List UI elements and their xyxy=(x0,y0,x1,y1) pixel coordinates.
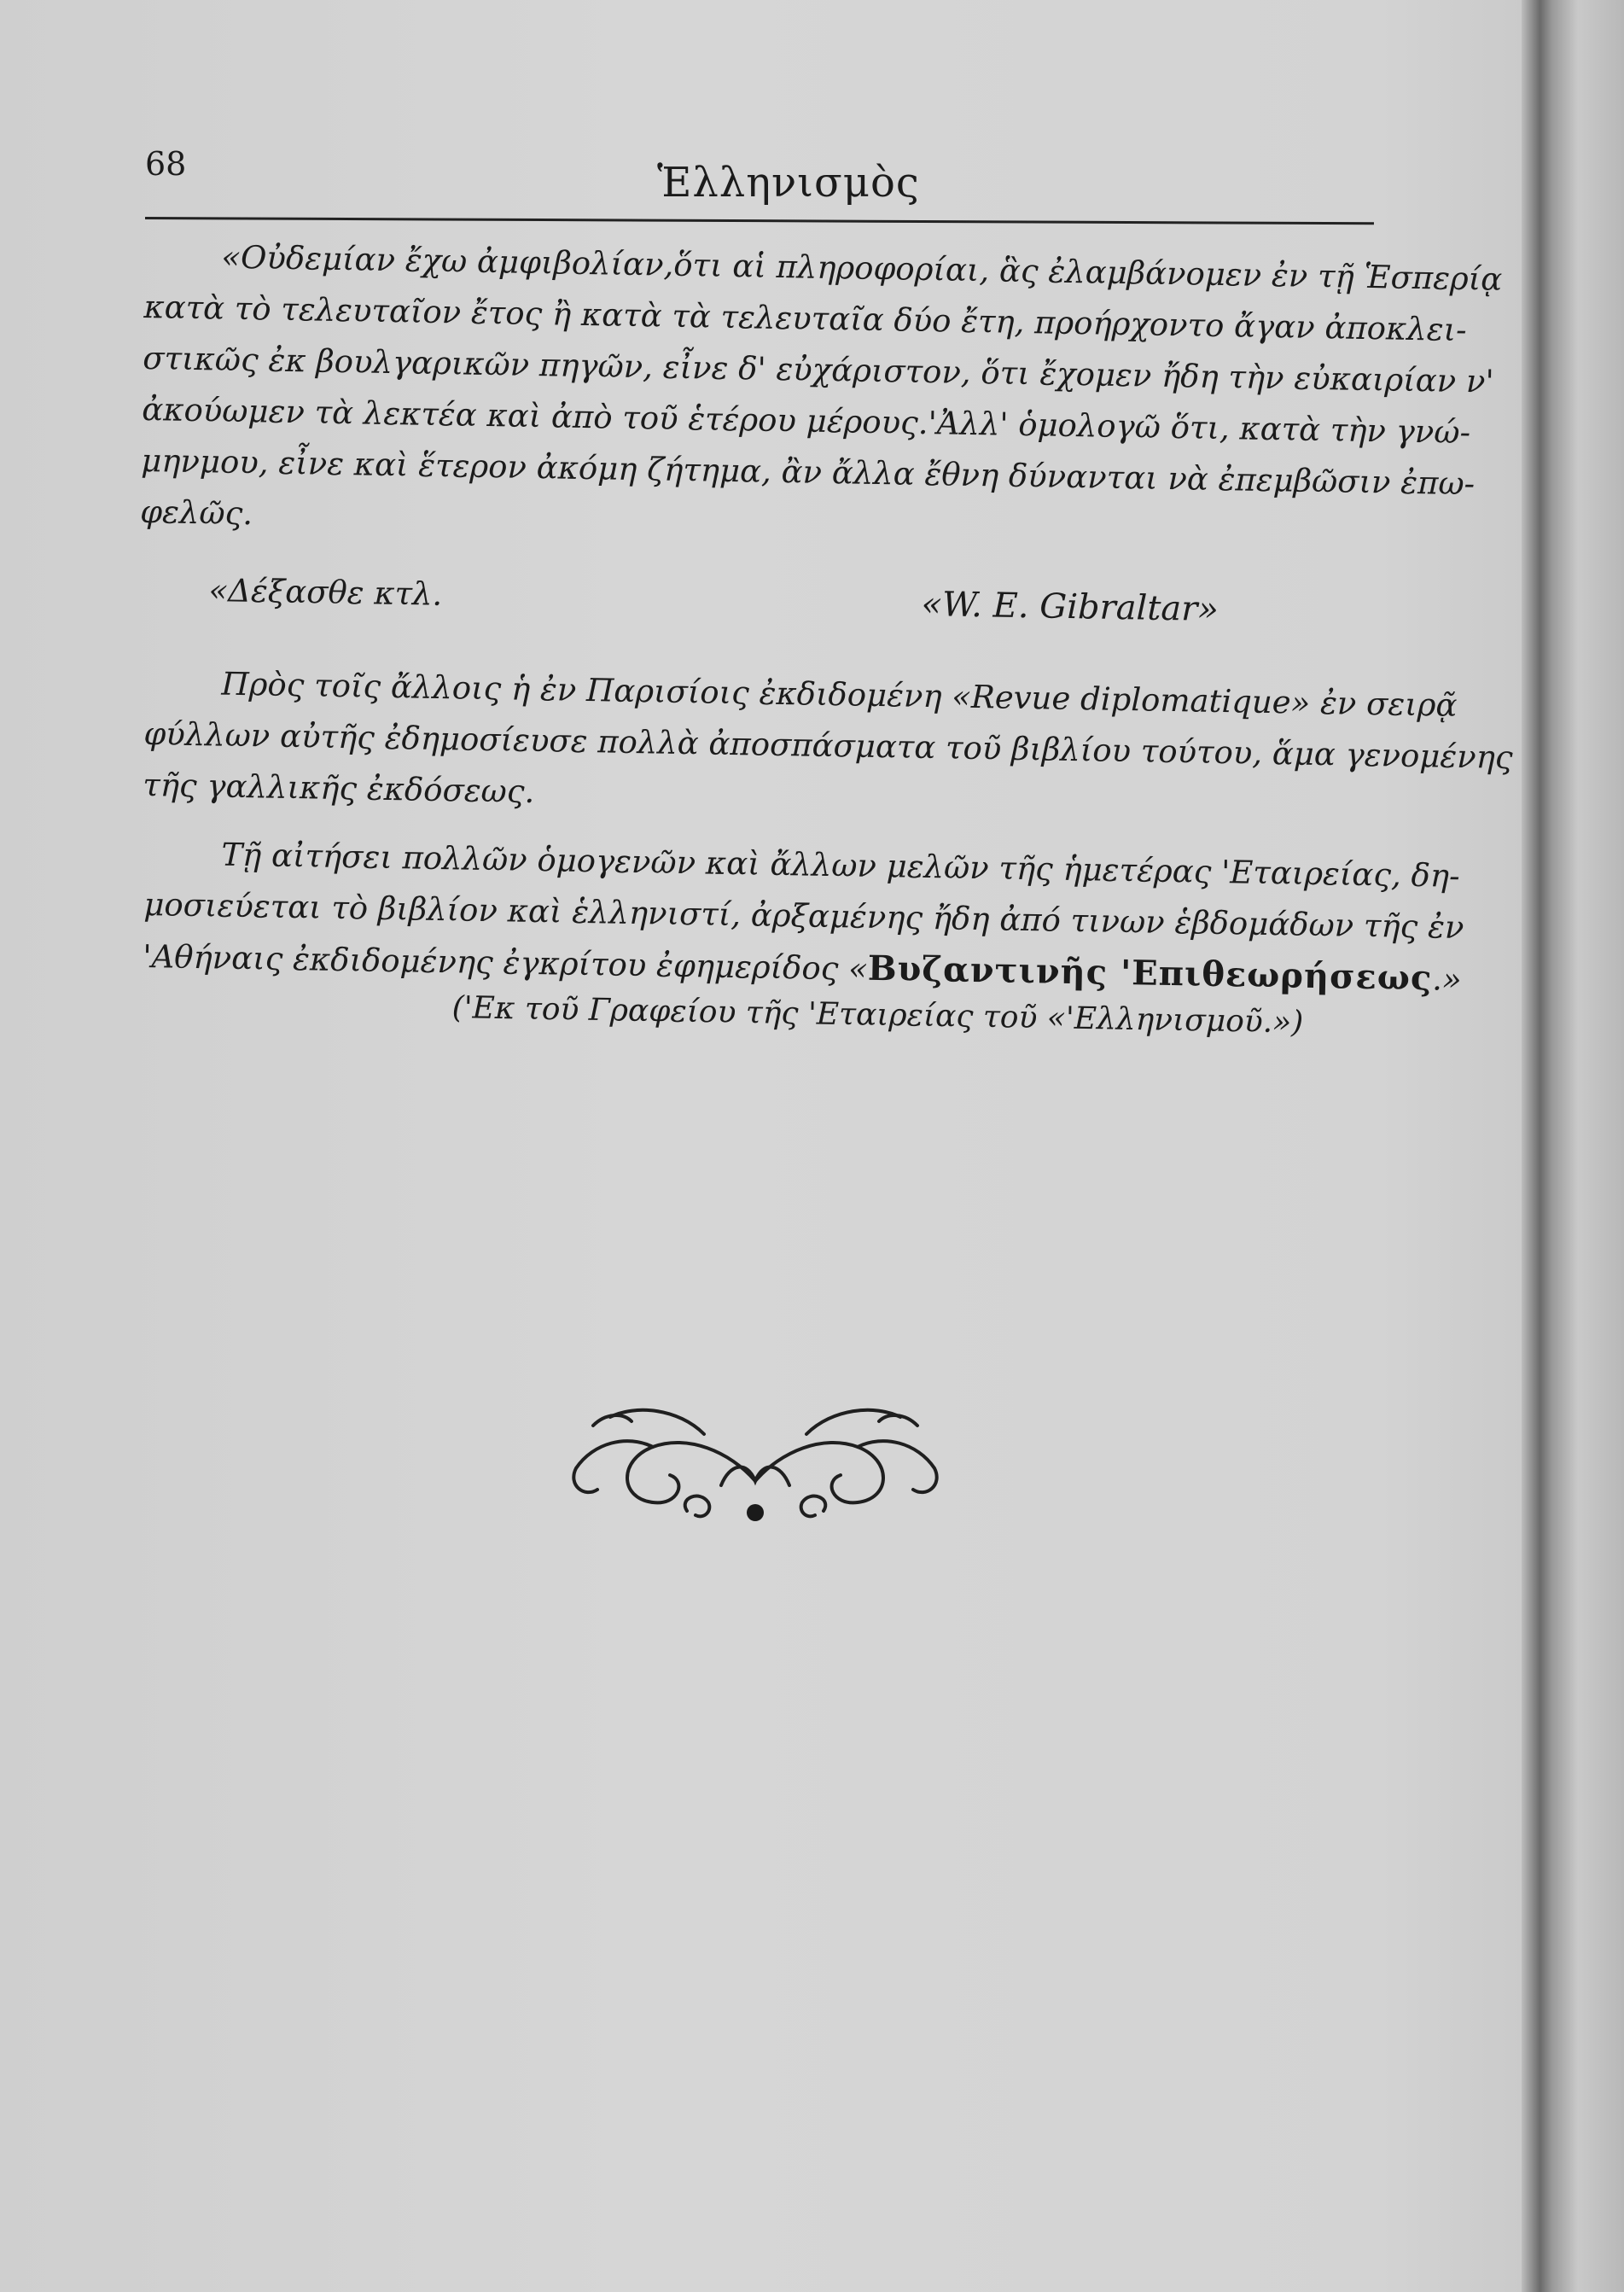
quote-line: φελῶς. xyxy=(139,493,253,533)
paragraph-line: φύλλων αὐτῆς ἐδημοσίευσε πολλὰ ἀποσπάσματα τοῦ βιβλίου τούτου, ἅμα γενομένης xyxy=(143,714,1513,776)
newspaper-title: Βυζαντινῆς 'Επιθεωρήσεως xyxy=(867,948,1433,999)
running-head: Ἑλληνισμὸς xyxy=(657,159,920,207)
closing-salutation: «Δέξασθε κτλ. xyxy=(208,572,443,613)
paragraph-line: Τῇ αἰτήσει πολλῶν ὁμογενῶν καὶ ἄλλων μελῶν τῆς ἡμετέρας 'Εταιρείας, δη- xyxy=(221,836,1460,895)
paragraph-line: μοσιεύεται τὸ βιβλίον καὶ ἑλληνιστί, ἀρξαμένης ἤδη ἀπό τινων ἑβδομάδων τῆς ἐν xyxy=(143,885,1464,946)
page-content xyxy=(111,128,1513,1408)
paragraph-line: τῆς γαλλικῆς ἐκδόσεως. xyxy=(143,766,535,810)
paragraph-revue xyxy=(143,657,1513,832)
quote-line: κατὰ τὸ τελευταῖον ἔτος ἢ κατὰ τὰ τελευταῖα δύο ἔτη, προήρχοντο ἄγαν ἀποκλει- xyxy=(143,288,1467,349)
quote-line: στικῶς ἐκ βουλγαρικῶν πηγῶν, εἶνε δ' εὐχάριστον, ὅτι ἔχομεν ἤδη τὴν εὐκαιρίαν ν' xyxy=(143,339,1494,400)
quote-line: μηνμου, εἶνε καὶ ἕτερον ἀκόμη ζήτημα, ἂν ἄλλα ἔθνη δύνανται νὰ ἐπεμβῶσιν ἐπω- xyxy=(140,441,1476,503)
source-attribution: ('Εκ τοῦ Γραφείου τῆς 'Εταιρείας τοῦ «'Ελληνισμοῦ.») xyxy=(451,990,1304,1041)
paragraph-publication xyxy=(142,828,1464,1004)
quote-line: «Οὐδεμίαν ἔχω ἀμφιβολίαν,ὅτι αἱ πληροφορίαι, ἃς ἐλαμβάνομεν ἐν τῇ Ἑσπερίᾳ xyxy=(221,238,1503,298)
quoted-letter xyxy=(139,230,1503,559)
signature: «W. E. Gibraltar» xyxy=(921,585,1219,630)
paragraph-line: Πρὸς τοῖς ἄλλοις ἡ ἐν Παρισίοις ἐκδιδομένη «Revue diplomatique» ἐν σειρᾷ xyxy=(221,665,1458,724)
header-rule xyxy=(145,217,1374,225)
ornament-flourish-icon xyxy=(559,1400,952,1528)
page-number: 68 xyxy=(145,145,187,183)
book-gutter xyxy=(1522,0,1624,2292)
paragraph-line-text: 'Αθήναις ἐκδιδομένης ἐγκρίτου ἐφημερίδος « xyxy=(142,937,869,988)
paragraph-line-end: .» xyxy=(1431,960,1463,998)
quote-line: ἀκούωμεν τὰ λεκτέα καὶ ἀπὸ τοῦ ἑτέρου μέρους.'Ἀλλ' ὁμολογῶ ὅτι, κατὰ τὴν γνώ- xyxy=(141,390,1471,452)
